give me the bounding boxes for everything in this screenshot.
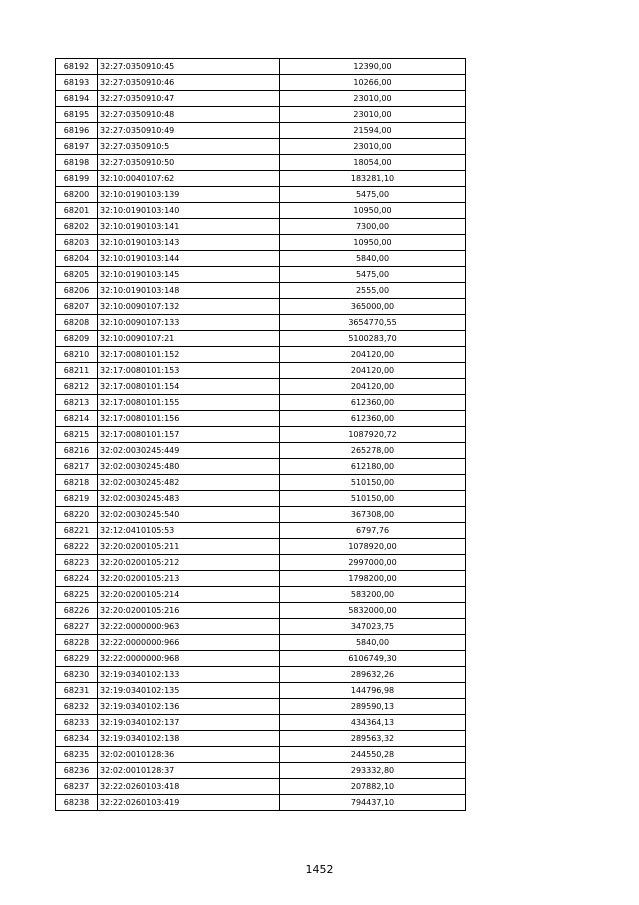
row-number-cell: 68223 [56, 555, 98, 571]
table-row [56, 331, 466, 347]
cadastral-number-cell: 32:20:0200105:216 [98, 603, 280, 619]
cadastral-number-cell: 32:22:0260103:418 [98, 779, 280, 795]
cadastral-number-cell: 32:20:0200105:212 [98, 555, 280, 571]
value-cell: 204120,00 [280, 347, 466, 363]
cadastral-number-cell: 32:19:0340102:136 [98, 699, 280, 715]
value-cell: 6797,76 [280, 523, 466, 539]
cadastral-number-cell: 32:27:0350910:48 [98, 107, 280, 123]
value-cell: 794437,10 [280, 795, 466, 811]
value-cell: 1078920,00 [280, 539, 466, 555]
table-row [56, 443, 466, 459]
table-row [56, 763, 466, 779]
cadastral-number-cell: 32:10:0190103:148 [98, 283, 280, 299]
cadastral-number-cell: 32:10:0090107:21 [98, 331, 280, 347]
table-row [56, 491, 466, 507]
table-row [56, 507, 466, 523]
value-cell: 5475,00 [280, 187, 466, 203]
table-row [56, 283, 466, 299]
row-number-cell: 68216 [56, 443, 98, 459]
table-row [56, 123, 466, 139]
cadastral-number-cell: 32:10:0190103:141 [98, 219, 280, 235]
value-cell: 365000,00 [280, 299, 466, 315]
value-cell: 293332,80 [280, 763, 466, 779]
table-row [56, 603, 466, 619]
value-cell: 612360,00 [280, 411, 466, 427]
value-cell: 612360,00 [280, 395, 466, 411]
table-row [56, 427, 466, 443]
cadastral-number-cell: 32:02:0030245:482 [98, 475, 280, 491]
cadastral-number-cell: 32:17:0080101:152 [98, 347, 280, 363]
cadastral-number-cell: 32:17:0080101:156 [98, 411, 280, 427]
cadastral-number-cell: 32:20:0200105:211 [98, 539, 280, 555]
cadastral-number-cell: 32:02:0030245:483 [98, 491, 280, 507]
cadastral-number-cell: 32:17:0080101:154 [98, 379, 280, 395]
table-row [56, 571, 466, 587]
row-number-cell: 68212 [56, 379, 98, 395]
table-row [56, 219, 466, 235]
cadastral-number-cell: 32:17:0080101:157 [98, 427, 280, 443]
row-number-cell: 68225 [56, 587, 98, 603]
row-number-cell: 68217 [56, 459, 98, 475]
row-number-cell: 68222 [56, 539, 98, 555]
value-cell: 347023,75 [280, 619, 466, 635]
row-number-cell: 68238 [56, 795, 98, 811]
cadastral-number-cell: 32:27:0350910:49 [98, 123, 280, 139]
row-number-cell: 68230 [56, 667, 98, 683]
table-row [56, 555, 466, 571]
row-number-cell: 68206 [56, 283, 98, 299]
cadastral-number-cell: 32:02:0010128:36 [98, 747, 280, 763]
value-cell: 10950,00 [280, 235, 466, 251]
row-number-cell: 68205 [56, 267, 98, 283]
table-row [56, 171, 466, 187]
cadastral-number-cell: 32:10:0190103:140 [98, 203, 280, 219]
table-row [56, 299, 466, 315]
value-cell: 12390,00 [280, 59, 466, 75]
table-row [56, 155, 466, 171]
value-cell: 204120,00 [280, 363, 466, 379]
page-number: 1452 [305, 863, 334, 876]
row-number-cell: 68198 [56, 155, 98, 171]
table-row [56, 619, 466, 635]
cadastral-number-cell: 32:10:0190103:143 [98, 235, 280, 251]
table-row [56, 395, 466, 411]
table-row [56, 459, 466, 475]
cadastral-number-cell: 32:02:0010128:37 [98, 763, 280, 779]
row-number-cell: 68210 [56, 347, 98, 363]
row-number-cell: 68234 [56, 731, 98, 747]
value-cell: 10950,00 [280, 203, 466, 219]
value-cell: 434364,13 [280, 715, 466, 731]
table-row [56, 251, 466, 267]
cadastral-number-cell: 32:10:0190103:144 [98, 251, 280, 267]
value-cell: 5475,00 [280, 267, 466, 283]
value-cell: 510150,00 [280, 475, 466, 491]
value-cell: 510150,00 [280, 491, 466, 507]
row-number-cell: 68213 [56, 395, 98, 411]
value-cell: 23010,00 [280, 107, 466, 123]
table-row [56, 411, 466, 427]
value-cell: 5840,00 [280, 635, 466, 651]
row-number-cell: 68215 [56, 427, 98, 443]
table-row [56, 235, 466, 251]
cadastral-number-cell: 32:19:0340102:133 [98, 667, 280, 683]
table-row [56, 379, 466, 395]
value-cell: 23010,00 [280, 139, 466, 155]
value-cell: 367308,00 [280, 507, 466, 523]
row-number-cell: 68193 [56, 75, 98, 91]
cadastral-number-cell: 32:02:0030245:540 [98, 507, 280, 523]
value-cell: 144796,98 [280, 683, 466, 699]
cadastral-number-cell: 32:27:0350910:46 [98, 75, 280, 91]
row-number-cell: 68196 [56, 123, 98, 139]
value-cell: 18054,00 [280, 155, 466, 171]
value-cell: 265278,00 [280, 443, 466, 459]
table-row [56, 315, 466, 331]
cadastral-number-cell: 32:27:0350910:50 [98, 155, 280, 171]
row-number-cell: 68207 [56, 299, 98, 315]
value-cell: 1087920,72 [280, 427, 466, 443]
cadastral-number-cell: 32:10:0190103:145 [98, 267, 280, 283]
cadastral-number-cell: 32:27:0350910:47 [98, 91, 280, 107]
value-cell: 244550,28 [280, 747, 466, 763]
table-row [56, 651, 466, 667]
row-number-cell: 68226 [56, 603, 98, 619]
cadastral-number-cell: 32:10:0190103:139 [98, 187, 280, 203]
value-cell: 5832000,00 [280, 603, 466, 619]
row-number-cell: 68203 [56, 235, 98, 251]
row-number-cell: 68218 [56, 475, 98, 491]
value-cell: 207882,10 [280, 779, 466, 795]
row-number-cell: 68211 [56, 363, 98, 379]
table-row [56, 267, 466, 283]
row-number-cell: 68214 [56, 411, 98, 427]
value-cell: 2997000,00 [280, 555, 466, 571]
cadastral-number-cell: 32:22:0000000:968 [98, 651, 280, 667]
row-number-cell: 68231 [56, 683, 98, 699]
table-row [56, 187, 466, 203]
cadastral-number-cell: 32:20:0200105:214 [98, 587, 280, 603]
value-cell: 583200,00 [280, 587, 466, 603]
cadastral-number-cell: 32:02:0030245:480 [98, 459, 280, 475]
value-cell: 2555,00 [280, 283, 466, 299]
registry-table-body [56, 59, 466, 811]
row-number-cell: 68228 [56, 635, 98, 651]
row-number-cell: 68192 [56, 59, 98, 75]
value-cell: 612180,00 [280, 459, 466, 475]
row-number-cell: 68236 [56, 763, 98, 779]
row-number-cell: 68229 [56, 651, 98, 667]
value-cell: 7300,00 [280, 219, 466, 235]
table-row [56, 587, 466, 603]
row-number-cell: 68199 [56, 171, 98, 187]
row-number-cell: 68201 [56, 203, 98, 219]
row-number-cell: 68220 [56, 507, 98, 523]
row-number-cell: 68237 [56, 779, 98, 795]
table-row [56, 539, 466, 555]
table-row [56, 347, 466, 363]
table-row [56, 107, 466, 123]
cadastral-number-cell: 32:27:0350910:5 [98, 139, 280, 155]
table-row [56, 91, 466, 107]
row-number-cell: 68232 [56, 699, 98, 715]
table-row [56, 667, 466, 683]
table-row [56, 699, 466, 715]
row-number-cell: 68235 [56, 747, 98, 763]
cadastral-number-cell: 32:10:0090107:133 [98, 315, 280, 331]
row-number-cell: 68209 [56, 331, 98, 347]
row-number-cell: 68208 [56, 315, 98, 331]
table-row [56, 75, 466, 91]
row-number-cell: 68197 [56, 139, 98, 155]
row-number-cell: 68219 [56, 491, 98, 507]
cadastral-number-cell: 32:17:0080101:153 [98, 363, 280, 379]
value-cell: 21594,00 [280, 123, 466, 139]
row-number-cell: 68233 [56, 715, 98, 731]
cadastral-number-cell: 32:20:0200105:213 [98, 571, 280, 587]
cadastral-number-cell: 32:10:0090107:132 [98, 299, 280, 315]
table-row [56, 203, 466, 219]
row-number-cell: 68194 [56, 91, 98, 107]
row-number-cell: 68204 [56, 251, 98, 267]
value-cell: 23010,00 [280, 91, 466, 107]
table-row [56, 779, 466, 795]
value-cell: 183281,10 [280, 171, 466, 187]
cadastral-number-cell: 32:12:0410105:53 [98, 523, 280, 539]
table-row [56, 683, 466, 699]
value-cell: 1798200,00 [280, 571, 466, 587]
cadastral-number-cell: 32:19:0340102:135 [98, 683, 280, 699]
value-cell: 289632,26 [280, 667, 466, 683]
value-cell: 5840,00 [280, 251, 466, 267]
cadastral-number-cell: 32:19:0340102:137 [98, 715, 280, 731]
table-row [56, 475, 466, 491]
table-row [56, 747, 466, 763]
registry-table [55, 58, 466, 811]
row-number-cell: 68202 [56, 219, 98, 235]
value-cell: 289563,32 [280, 731, 466, 747]
value-cell: 3654770,55 [280, 315, 466, 331]
table-row [56, 715, 466, 731]
value-cell: 10266,00 [280, 75, 466, 91]
table-row [56, 635, 466, 651]
row-number-cell: 68195 [56, 107, 98, 123]
cadastral-number-cell: 32:22:0000000:966 [98, 635, 280, 651]
row-number-cell: 68227 [56, 619, 98, 635]
table-row [56, 523, 466, 539]
value-cell: 204120,00 [280, 379, 466, 395]
cadastral-number-cell: 32:22:0260103:419 [98, 795, 280, 811]
row-number-cell: 68224 [56, 571, 98, 587]
cadastral-number-cell: 32:02:0030245:449 [98, 443, 280, 459]
table-row [56, 731, 466, 747]
value-cell: 6106749,30 [280, 651, 466, 667]
value-cell: 289590,13 [280, 699, 466, 715]
row-number-cell: 68221 [56, 523, 98, 539]
value-cell: 5100283,70 [280, 331, 466, 347]
cadastral-number-cell: 32:27:0350910:45 [98, 59, 280, 75]
table-row [56, 795, 466, 811]
table-row [56, 139, 466, 155]
cadastral-number-cell: 32:22:0000000:963 [98, 619, 280, 635]
row-number-cell: 68200 [56, 187, 98, 203]
table-row [56, 59, 466, 75]
cadastral-number-cell: 32:10:0040107:62 [98, 171, 280, 187]
cadastral-number-cell: 32:17:0080101:155 [98, 395, 280, 411]
cadastral-number-cell: 32:19:0340102:138 [98, 731, 280, 747]
table-row [56, 363, 466, 379]
